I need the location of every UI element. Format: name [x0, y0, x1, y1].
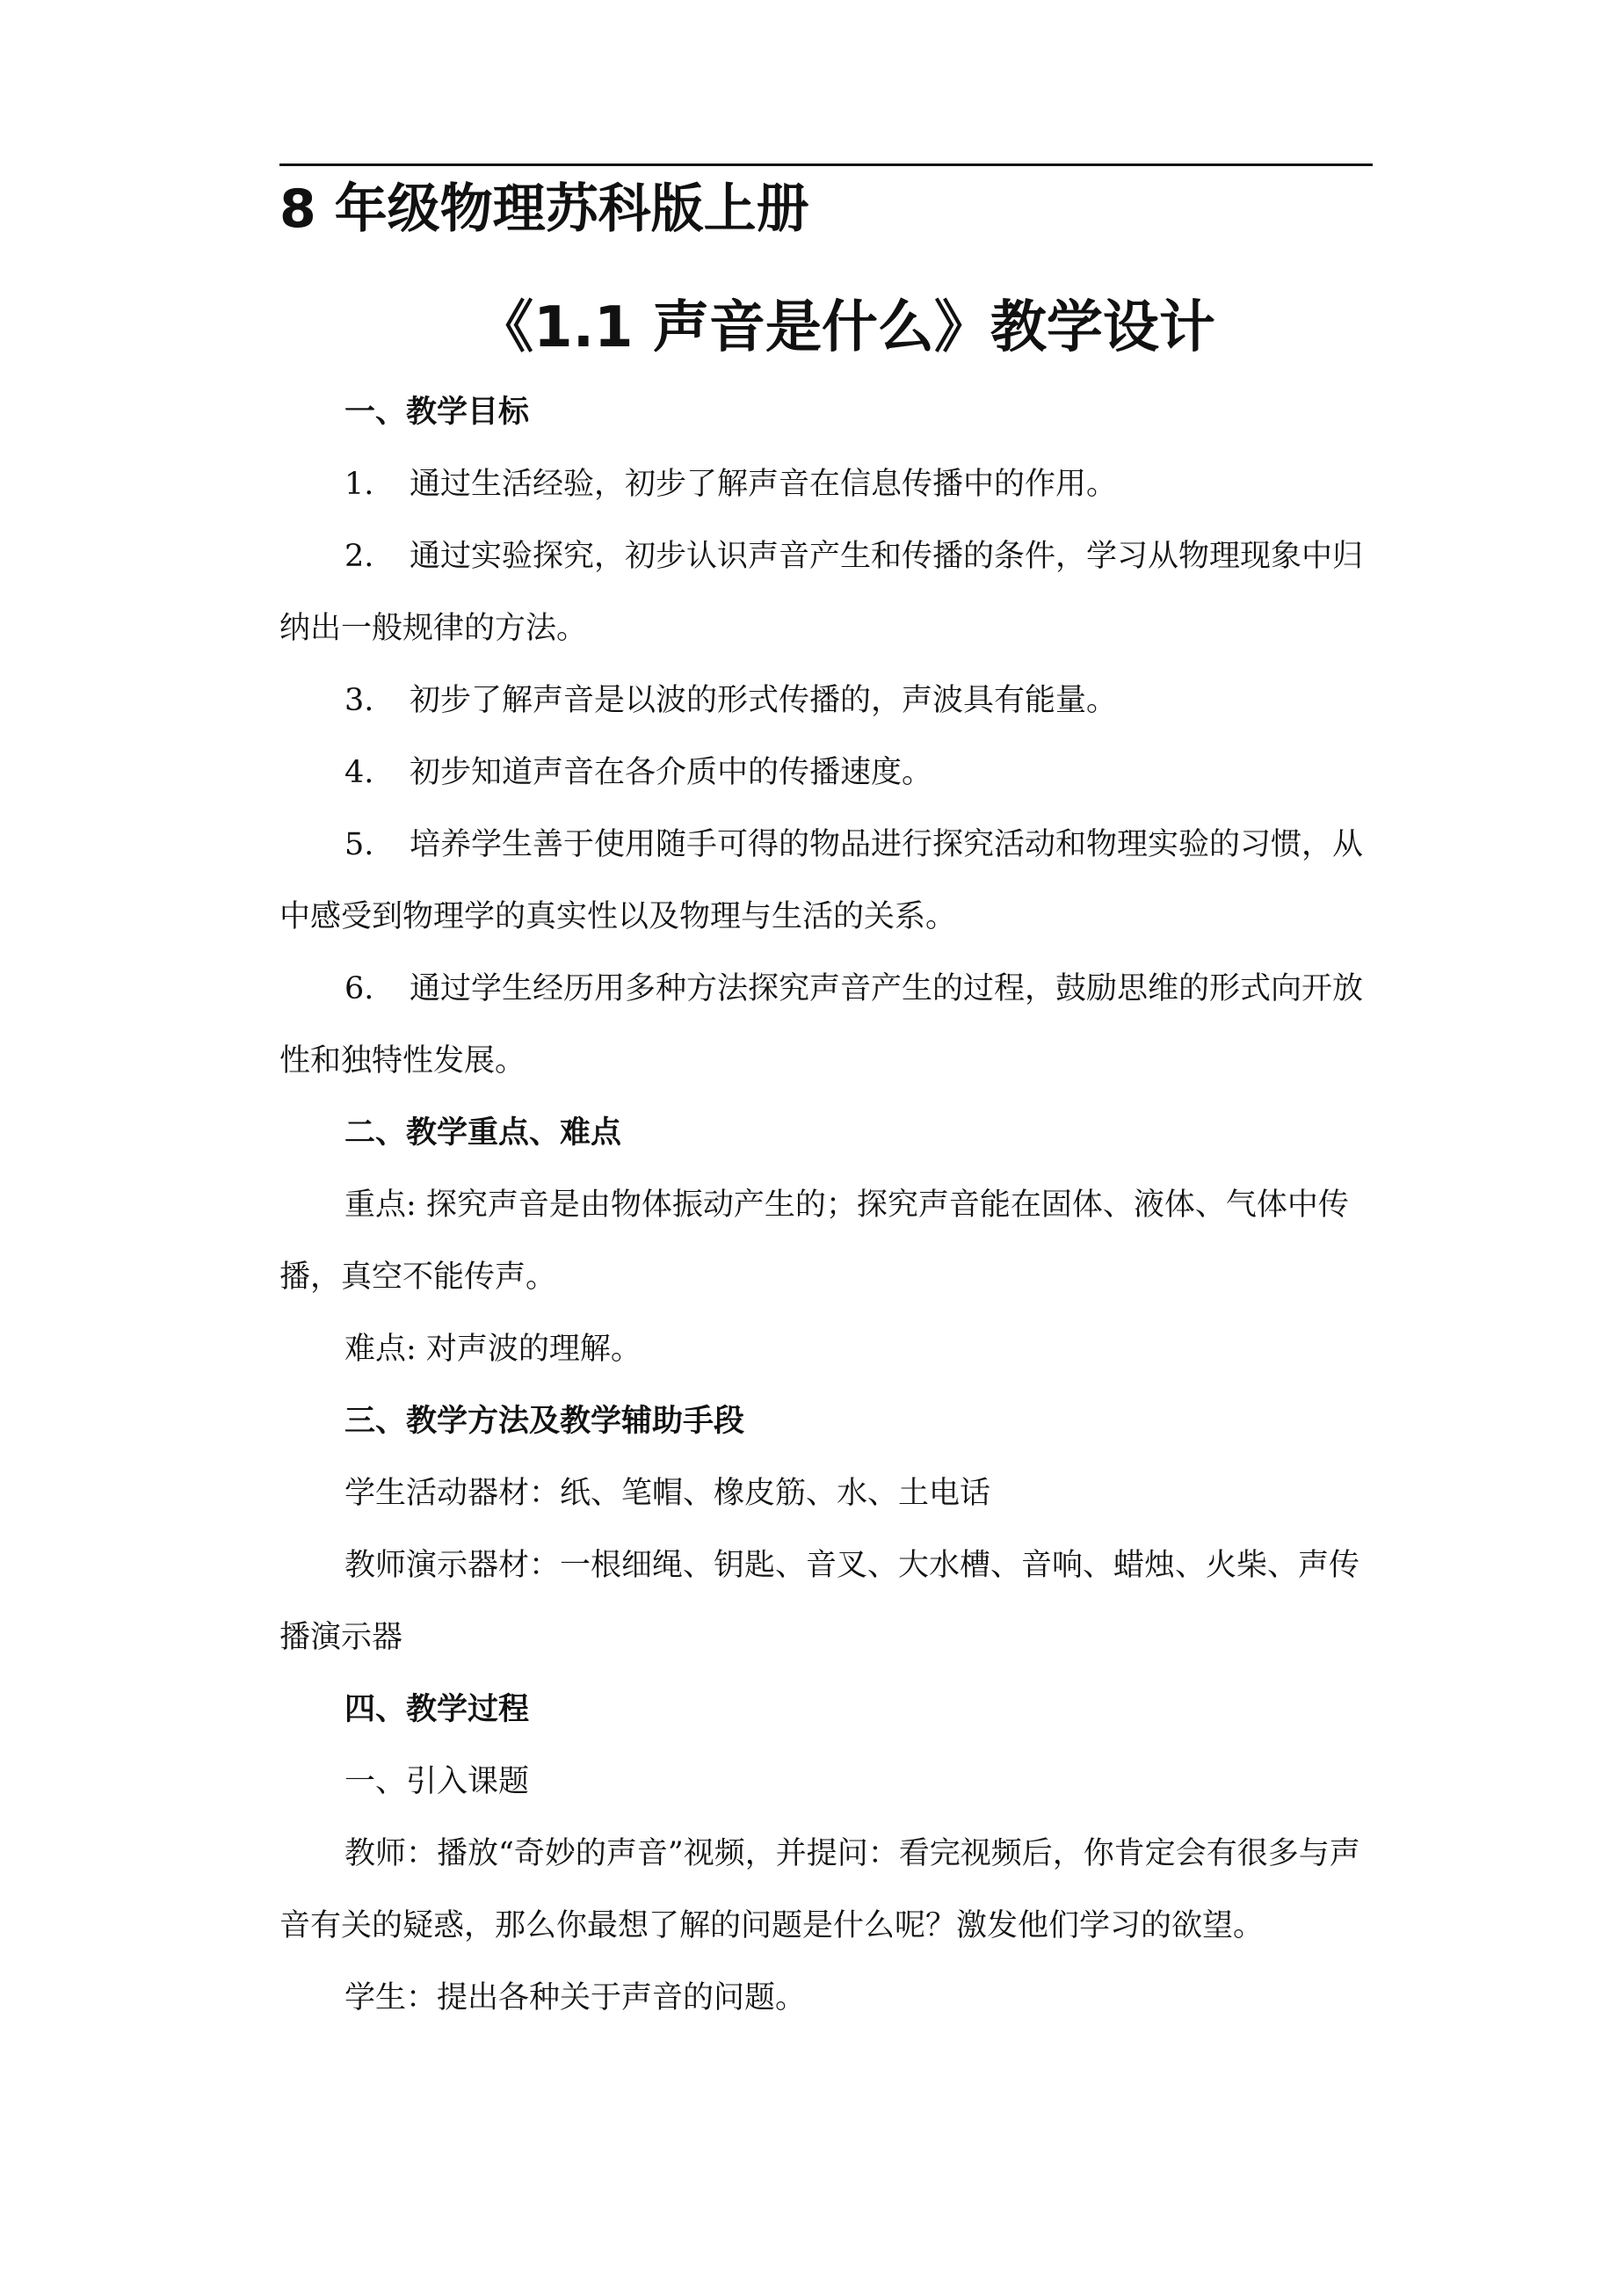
list-item	[279, 737, 1431, 809]
list-item	[279, 520, 1431, 592]
document-header: 8 年级物理苏科版上册	[279, 178, 809, 240]
item-text: 培养学生善于使用随手可得的物品进行探究活动和物理实验的习惯，从	[410, 827, 1364, 862]
item-text: 通过生活经验，初步了解声音在信息传播中的作用。	[410, 467, 1118, 502]
paragraph-line: 学生活动器材：纸、笔帽、橡皮筋、水、土电话	[344, 1476, 991, 1511]
paragraph-line: 难点: 对声波的理解。	[344, 1332, 642, 1367]
item-text: 初步知道声音在各介质中的传播速度。	[410, 755, 933, 790]
document-title: 《1.1 声音是什么》教学设计	[477, 295, 1215, 360]
item-number: 2.	[344, 539, 374, 574]
section-heading: 四、教学过程	[344, 1692, 530, 1727]
paragraph-continuation: 播，真空不能传声。	[279, 1260, 557, 1295]
paragraph-line: 教师演示器材：一根细绳、钥匙、音叉、大水槽、音响、蜡烛、火柴、声传	[344, 1548, 1360, 1583]
item-text: 通过学生经历用多种方法探究声音产生的过程，鼓励思维的形式向开放	[410, 971, 1364, 1006]
item-text: 通过实验探究，初步认识声音产生和传播的条件，学习从物理现象中归	[410, 539, 1364, 574]
paragraph-line: 学生：提出各种关于声音的问题。	[344, 1980, 807, 2015]
paragraph-continuation: 播演示器	[279, 1620, 403, 1655]
list-item	[279, 448, 1431, 520]
document-body	[279, 376, 1431, 2034]
item-number: 3.	[344, 683, 374, 718]
paragraph-line: 重点: 探究声音是由物体振动产生的；探究声音能在固体、液体、气体中传	[344, 1187, 1349, 1223]
item-number: 1.	[344, 467, 374, 502]
item-number: 4.	[344, 755, 374, 790]
section-heading: 一、教学目标	[344, 395, 530, 430]
paragraph-line: 一、引入课题	[344, 1764, 530, 1799]
header-rule	[279, 163, 1373, 166]
section-heading: 三、教学方法及教学辅助手段	[344, 1404, 745, 1439]
item-continuation: 纳出一般规律的方法。	[279, 611, 588, 646]
item-continuation: 中感受到物理学的真实性以及物理与生活的关系。	[279, 899, 957, 934]
list-item	[279, 665, 1431, 737]
item-text: 初步了解声音是以波的形式传播的，声波具有能量。	[410, 683, 1118, 718]
section-heading: 二、教学重点、难点	[344, 1115, 622, 1151]
paragraph-line: 教师：播放“奇妙的声音”视频，并提问：看完视频后，你肯定会有很多与声	[344, 1836, 1360, 1871]
list-item	[279, 809, 1431, 881]
list-item	[279, 953, 1431, 1025]
item-continuation: 性和独特性发展。	[279, 1043, 526, 1079]
item-number: 6.	[344, 971, 374, 1006]
paragraph-continuation: 音有关的疑惑，那么你最想了解的问题是什么呢？激发他们学习的欲望。	[279, 1908, 1265, 1943]
item-number: 5.	[344, 827, 374, 862]
